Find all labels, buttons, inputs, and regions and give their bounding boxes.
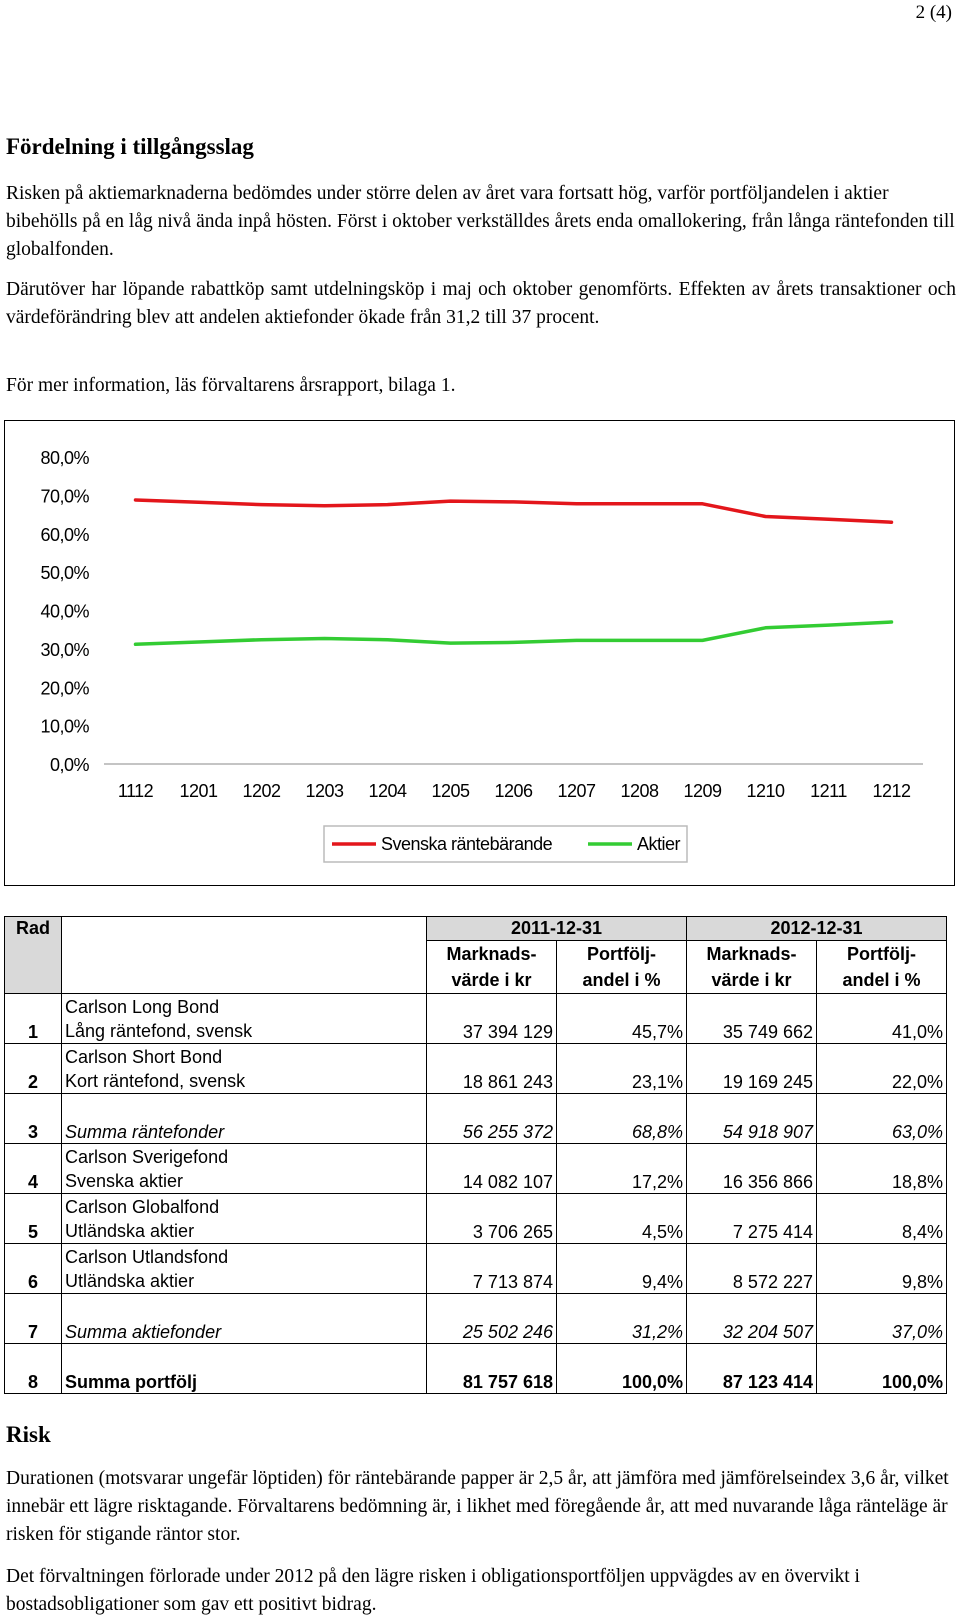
- share-2011: 45,7%: [557, 994, 687, 1044]
- share-2012: 22,0%: [817, 1044, 947, 1094]
- header-portfolio-share-2011: Portfölj- andel i %: [557, 941, 687, 994]
- fund-desc: Lång räntefond, svensk: [65, 1020, 253, 1041]
- y-tick-label: 10,0%: [40, 716, 89, 737]
- value-2012: 8 572 227: [687, 1244, 817, 1294]
- value-2011: 3 706 265: [427, 1194, 557, 1244]
- series-line-aktier: [136, 622, 892, 644]
- x-tick-label: 1201: [179, 781, 218, 801]
- row-subtotal-label: Summa aktiefonder: [62, 1294, 427, 1344]
- x-tick-label: 1205: [431, 781, 470, 801]
- row-number: 8: [5, 1344, 62, 1394]
- x-tick-label: 1207: [557, 781, 596, 801]
- row-fund: [62, 1244, 427, 1294]
- value-2011: 18 861 243: [427, 1044, 557, 1094]
- share-2011: 17,2%: [557, 1144, 687, 1194]
- value-2012: 19 169 245: [687, 1044, 817, 1094]
- share-2012: 63,0%: [817, 1094, 947, 1144]
- header-rad-cont: [5, 941, 62, 994]
- header-date-2012: 2012-12-31: [687, 917, 947, 941]
- row-fund: [62, 1144, 427, 1194]
- fund-name: Carlson Short Bond: [65, 1046, 223, 1067]
- y-tick-label: 30,0%: [40, 639, 89, 660]
- y-tick-label: 70,0%: [40, 486, 89, 507]
- x-tick-label: 1208: [620, 781, 659, 801]
- fund-desc: Svenska aktier: [65, 1170, 184, 1191]
- fund-name: Carlson Utlandsfond: [65, 1246, 229, 1267]
- header-blank-cont: [62, 941, 427, 994]
- y-tick-label: 60,0%: [40, 524, 89, 545]
- value-2011: 56 255 372: [427, 1094, 557, 1144]
- row-number: 1: [5, 994, 62, 1044]
- header-date-2011: 2011-12-31: [427, 917, 687, 941]
- table-row: [5, 1194, 947, 1244]
- share-2012: 18,8%: [817, 1144, 947, 1194]
- row-number: 7: [5, 1294, 62, 1344]
- share-2012: 37,0%: [817, 1294, 947, 1344]
- section-title: Fördelning i tillgångsslag: [6, 134, 254, 159]
- table-row: [5, 1144, 947, 1194]
- series-line-svenska-rantebarande: [136, 500, 892, 522]
- portfolio-table: [4, 916, 947, 1394]
- value-2012: 87 123 414: [687, 1344, 817, 1394]
- table-row: [5, 1344, 947, 1394]
- share-2012: 100,0%: [817, 1344, 947, 1394]
- x-tick-label: 1211: [810, 781, 847, 801]
- share-2011: 100,0%: [557, 1344, 687, 1394]
- share-2011: 4,5%: [557, 1194, 687, 1244]
- x-tick-label: 1204: [368, 781, 407, 801]
- x-tick-label: 1202: [242, 781, 281, 801]
- share-2012: 9,8%: [817, 1244, 947, 1294]
- share-2011: 9,4%: [557, 1244, 687, 1294]
- header-portfolio-share-2012: Portfölj- andel i %: [817, 941, 947, 994]
- value-2011: 37 394 129: [427, 994, 557, 1044]
- header-rad: Rad: [5, 917, 62, 941]
- row-number: 5: [5, 1194, 62, 1244]
- y-tick-label: 0,0%: [49, 755, 89, 775]
- table-row: [5, 994, 947, 1044]
- value-2012: 16 356 866: [687, 1144, 817, 1194]
- allocation-chart: [4, 420, 955, 886]
- share-2012: 8,4%: [817, 1194, 947, 1244]
- page-number: 2 (4): [915, 2, 952, 23]
- table-row: [5, 1294, 947, 1344]
- y-tick-label: 20,0%: [40, 678, 89, 699]
- fund-desc: Kort räntefond, svensk: [65, 1070, 246, 1091]
- table-row: [5, 1044, 947, 1094]
- row-number: 3: [5, 1094, 62, 1144]
- y-tick-label: 40,0%: [40, 601, 89, 622]
- value-2012: 7 275 414: [687, 1194, 817, 1244]
- row-fund: [62, 1194, 427, 1244]
- header-blank: [62, 917, 427, 941]
- value-2012: 32 204 507: [687, 1294, 817, 1344]
- value-2011: 14 082 107: [427, 1144, 557, 1194]
- fund-name: Carlson Long Bond: [65, 996, 220, 1017]
- y-tick-label: 80,0%: [40, 448, 89, 468]
- x-tick-label: 1212: [872, 781, 911, 801]
- allocation-chart-svg: [5, 421, 956, 887]
- legend-label: Aktier: [637, 834, 681, 854]
- row-fund: [62, 1044, 427, 1094]
- share-2011: 68,8%: [557, 1094, 687, 1144]
- table-row: [5, 1094, 947, 1144]
- y-tick-label: 50,0%: [40, 563, 89, 584]
- row-total-label: Summa portfölj: [62, 1344, 427, 1394]
- x-tick-label: 1206: [494, 781, 533, 801]
- x-tick-label: 1210: [746, 781, 785, 801]
- row-fund: [62, 994, 427, 1044]
- table-row: [5, 1244, 947, 1294]
- row-subtotal-label: Summa räntefonder: [62, 1094, 427, 1144]
- legend-label: Svenska räntebärande: [381, 834, 553, 854]
- value-2011: 7 713 874: [427, 1244, 557, 1294]
- paragraph-transactions: Därutöver har löpande rabattköp samt utdelningsköp i maj och oktober genomförts. Effekten av årets transaktioner och värdeförändring blev att andelen aktiefonder ökade från 31,2 till 37 procent.: [6, 279, 956, 328]
- paragraph-allocation: Risken på aktiemarknaderna bedömdes under större delen av året vara fortsatt hög, varför portföljandelen i aktier bibehölls på en låg nivå ända inpå hösten. Först i oktober verkställdes årets enda omallokering, från långa räntefonden till globalfonden.: [6, 183, 955, 260]
- row-number: 4: [5, 1144, 62, 1194]
- share-2011: 31,2%: [557, 1294, 687, 1344]
- fund-name: Carlson Sverigefond: [65, 1146, 229, 1167]
- value-2011: 81 757 618: [427, 1344, 557, 1394]
- share-2011: 23,1%: [557, 1044, 687, 1094]
- row-number: 6: [5, 1244, 62, 1294]
- share-2012: 41,0%: [817, 994, 947, 1044]
- paragraph-more-info: För mer information, läs förvaltarens årsrapport, bilaga 1.: [6, 375, 456, 396]
- header-market-value-2012: Marknads- värde i kr: [687, 941, 817, 994]
- fund-desc: Utländska aktier: [65, 1220, 195, 1241]
- paragraph-duration: Durationen (motsvarar ungefär löptiden) för räntebärande papper är 2,5 år, att jämföra med jämförelseindex 3,6 år, vilket innebär ett lägre risktagande. Förvaltarens bedömning är, i likhet med föregående år, att med nuvarande låga ränteläge är risken för stigande räntor stor.: [6, 1468, 949, 1545]
- row-number: 2: [5, 1044, 62, 1094]
- value-2012: 35 749 662: [687, 994, 817, 1044]
- x-tick-label: 1112: [117, 781, 154, 801]
- x-tick-label: 1203: [305, 781, 344, 801]
- fund-desc: Utländska aktier: [65, 1270, 195, 1291]
- value-2011: 25 502 246: [427, 1294, 557, 1344]
- x-tick-label: 1209: [683, 781, 722, 801]
- paragraph-result: Det förvaltningen förlorade under 2012 på den lägre risken i obligationsportföljen uppvägdes av en övervikt i bostadsobligationer som gav ett positivt bidrag.: [6, 1566, 860, 1615]
- value-2012: 54 918 907: [687, 1094, 817, 1144]
- fund-name: Carlson Globalfond: [65, 1196, 220, 1217]
- risk-title: Risk: [6, 1422, 51, 1447]
- header-market-value-2011: Marknads- värde i kr: [427, 941, 557, 994]
